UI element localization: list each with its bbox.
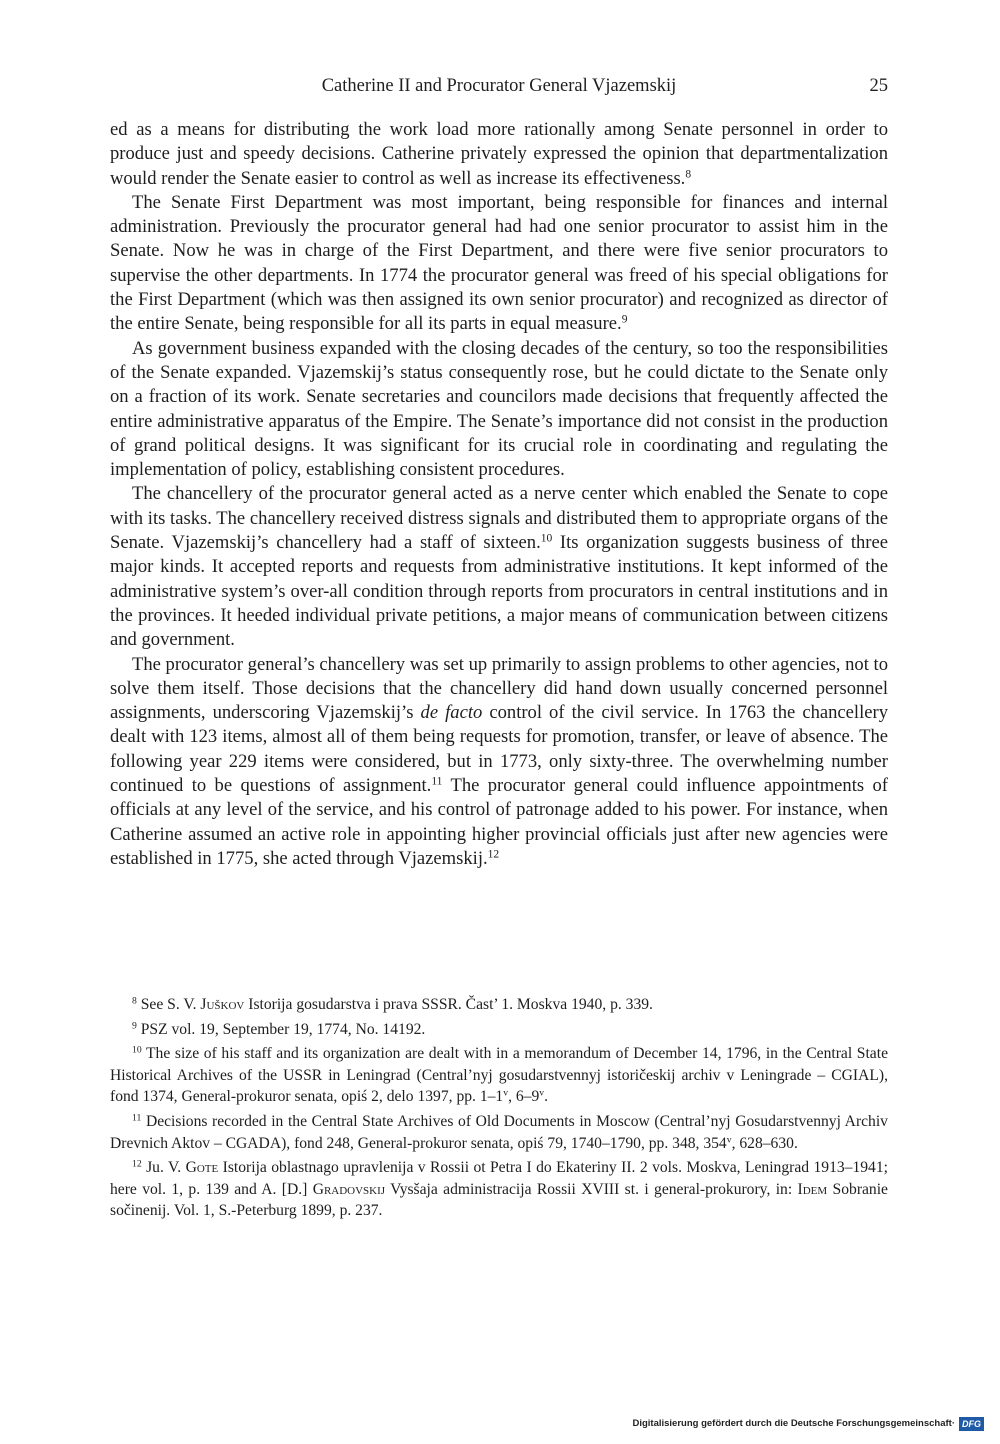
running-head <box>110 72 888 100</box>
footnote-ref-12[interactable]: 12 <box>487 848 500 861</box>
paragraph-2: The Senate First Department was most important, being responsible for finances and internal administration. Previously the procurator general had had one senior procurator to assist him in the Senate. Now he was in charge of the First Department, and there were five senior procurators to supervise the other departments. In 1774 the procurator general was freed of his special obligations for the First Department (which was then assigned its own senior procurator) and recognized as director of the entire Senate, being responsible for all its parts in equal measure.$^9$ <box>110 191 888 335</box>
paragraph-3: As government business expanded with the closing decades of the century, so too the responsibilities of the Senate expanded. Vjazemskij’s status consequently rose, but he could dictate to the Senate only on a fraction of its work. Senate secretaries and councilors made decisions that frequently affected the entire administrative apparatus of the Empire. The Senate’s importance did not consist in the production of grand political designs. It was significant for its crucial role in coordinating and regulating the implementation of policy, establishing consistent procedures. <box>110 337 888 481</box>
paragraph-1: ed as a means for distributing the work load more rationally among Senate personnel in order to produce just and speedy decisions. Catherine privately expressed the opinion that departmentalization would render the Senate easier to control as well as increase its effectiveness.$^8$ <box>110 119 888 189</box>
footnote-mark: 8 <box>132 995 137 1007</box>
footnote-8: $^8$ See S. V. Juškov Istorija gosudarstva i prava SSSR. Čast’ 1. Moskva 1940, p. 339. <box>132 995 653 1013</box>
footnote-mark: 11 <box>132 1112 142 1124</box>
footer-credit: Digitalisierung gefördert durch die Deutsche Forschungsgemeinschaft <box>632 1418 952 1429</box>
author-name: Idem <box>797 1180 828 1198</box>
footnotes <box>110 994 888 1225</box>
footnote-mark: 12 <box>132 1158 142 1170</box>
footnote-ref-8[interactable]: 8 <box>685 168 692 181</box>
footnote-mark: 9 <box>132 1020 137 1032</box>
footnote-ref-11[interactable]: 11 <box>431 775 443 788</box>
footnote-11: $^{11}$ Decisions recorded in the Central State Archives of Old Documents in Moscow (Central’nyj Gosudarstvennyj Archiv Drevnich Aktov – CGADA), fond 248, General-prokuror senata, opiś 79, 1740–1790, pp. 348, 354$^v$, 628–630. <box>110 1112 888 1152</box>
footnote-12: $^{12}$ Ju. V. Gote Istorija oblastnago upravlenija v Rossii ot Petra I do Ekateriny II. 2 vols. Moskva, Leningrad 1913–1941; here vol. 1, p. 139 and A. [D.] Gradovskij Vysšaja administracija Rossii XVIII st. i general-prokurory, in: Idem Sobranie sočinenij. Vol. 1, S.-Peterburg 1899, p. 237. <box>110 1158 888 1220</box>
footer-separator: · <box>951 1418 955 1429</box>
dfg-logo: DFG <box>959 1417 984 1431</box>
footnote-9: $^9$ PSZ vol. 19, September 19, 1774, No. 14192. <box>132 1020 426 1038</box>
paragraph-4: The chancellery of the procurator general acted as a nerve center which enabled the Senate to cope with its tasks. The chancellery received distress signals and distributed them to appropriate organs of the Senate. Vjazemskij’s chancellery had a staff of sixteen.$^{10}$ Its organization suggests business of three major kinds. It accepted reports and requests from administrative institutions. It kept informed of the administrative system’s over-all condition through reports from procurators in central institutions and in the provinces. It heeded individual private petitions, a major means of communication between citizens and government. <box>110 483 889 651</box>
running-title: Catherine II and Procurator General Vjazemskij <box>321 76 677 96</box>
author-name: Juškov <box>200 996 245 1013</box>
paragraph-5: The procurator general’s chancellery was set up primarily to assign problems to other agencies, not to solve them itself. Those decisions that the chancellery did hand down usually concerned personnel assignments, underscoring Vjazemskij’s de facto control of the civil service. In 1763 the chancellery dealt with 123 items, almost all of them being requests for promotion, transfer, or leave of absence. The following year 229 items were considered, but in 1773, only sixty-three. The overwhelming number continued to be questions of assignment.$^{11}$ The procurator general could influence appointments of officials at any level of the service, and his control of patronage added to his power. For instance, when Catherine assumed an active role in appointing higher provincial officials just after new agencies were established in 1775, she acted through Vjazemskij.$^{12}$ <box>110 653 888 869</box>
digitization-footer <box>632 1416 984 1432</box>
footnote-ref-10[interactable]: 10 <box>540 532 553 545</box>
page-number: 25 <box>869 76 888 96</box>
body-text <box>110 118 888 871</box>
author-name: Gradovskij <box>312 1180 386 1198</box>
author-name: Gote <box>185 1159 219 1177</box>
footnote-ref-9[interactable]: 9 <box>621 314 628 327</box>
footnote-10: $^{10}$ The size of his staff and its organization are dealt with in a memorandum of December 14, 1796, in the Central State Historical Archives of the USSR in Leningrad (Central’nyj gosudarstvennyj istoričeskij archiv v Leningrade – CGIAL), fond 1374, General-prokuror senata, opiś 2, delo 1397, pp. 1–1$^v$, 6–9$^v$. <box>110 1044 888 1106</box>
footnote-mark: 10 <box>132 1044 142 1056</box>
italic-phrase: de facto <box>420 702 483 724</box>
